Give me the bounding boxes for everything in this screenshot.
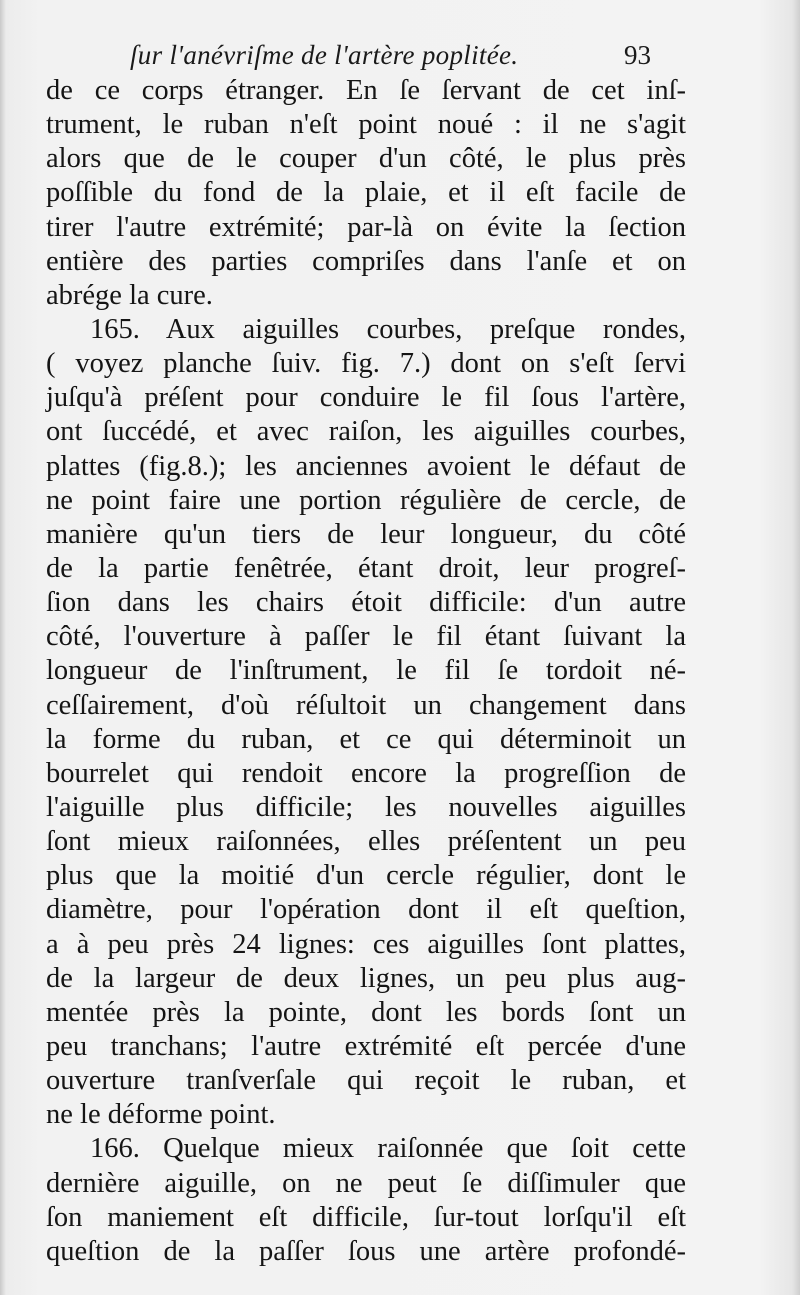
paragraph-165-start: 165. Aux aiguilles courbes, preſque rondes, [90,313,686,345]
text-line: abrége la cure. [46,279,213,311]
text-line: l'aiguille plus difficile; les nouvelles aiguilles [46,791,686,823]
text-line: de ce corps étranger. En ſe ſervant de cet inſ- [46,75,686,106]
text-line: queſtion de la paſſer ſous une artère profondé- [46,1235,686,1267]
text-line: ont ſuccédé, et avec raiſon, les aiguilles courbes, [46,416,686,448]
text-line: plattes (fig.8.); les anciennes avoient le défaut de [46,450,686,482]
text-line: ſon maniement eſt difficile, ſur-tout lorſqu'il eſt [46,1201,686,1233]
text-line: ne point faire une portion régulière de cercle, de [46,484,686,516]
text-line: trument, le ruban n'eſt point noué : il ne s'agit [46,109,686,141]
text-line: juſqu'à préſent pour conduire le fil ſous l'artère, [46,382,686,414]
text-line: a à peu près 24 lignes: ces aiguilles ſont plattes, [46,928,686,960]
text-line: longueur de l'inſtrument, le fil ſe tordoit né- [46,655,686,687]
text-line: diamètre, pour l'opération dont il eſt queſtion, [46,894,686,926]
text-line: ne le déforme point. [46,1099,276,1131]
running-head: ſur l'anévriſme de l'artère poplitée. [130,40,519,70]
text-line: tirer l'autre extrémité; par-là on évite la ſection [46,211,686,243]
text-line: dernière aiguille, on ne peut ſe diſſimuler que [46,1167,686,1199]
text-line: plus que la moitié d'un cercle régulier, dont le [46,860,686,892]
text-line: de la largeur de deux lignes, un peu plus aug- [46,962,686,994]
text-line: ſont mieux raiſonnées, elles préſentent un peu [46,826,686,858]
text-line: peu tranchans; l'autre extrémité eſt percée d'une [46,1030,686,1062]
text-line: côté, l'ouverture à paſſer le fil étant ſuivant la [46,621,686,653]
page-number: 93 [624,40,651,70]
text-line: la forme du ruban, et ce qui déterminoit un [46,723,686,755]
text-line: alors que de le couper d'un côté, le plus près [46,143,686,175]
text-line: ( voyez planche ſuiv. fig. 7.) dont on s'eſt ſervi [46,348,686,380]
paragraph-166-start: 166. Quelque mieux raiſonnée que ſoit cette [90,1133,686,1165]
text-line: poſſible du fond de la plaie, et il eſt facile de [46,177,686,209]
text-line: ouverture tranſverſale qui reçoit le ruban, et [46,1065,686,1097]
text-line: ceſſairement, d'où réſultoit un changement dans [46,689,686,721]
text-line: ſion dans les chairs étoit difficile: d'un autre [46,587,686,619]
body-text [46,74,686,1269]
text-line: bourrelet qui rendoit encore la progreſſion de [46,757,686,789]
text-line: manière qu'un tiers de leur longueur, du côté [46,518,686,550]
text-line: entière des parties compriſes dans l'anſe et on [46,245,686,277]
text-line: de la partie fenêtrée, étant droit, leur progreſ- [46,552,686,584]
text-line: mentée près la pointe, dont les bords ſont un [46,996,686,1028]
